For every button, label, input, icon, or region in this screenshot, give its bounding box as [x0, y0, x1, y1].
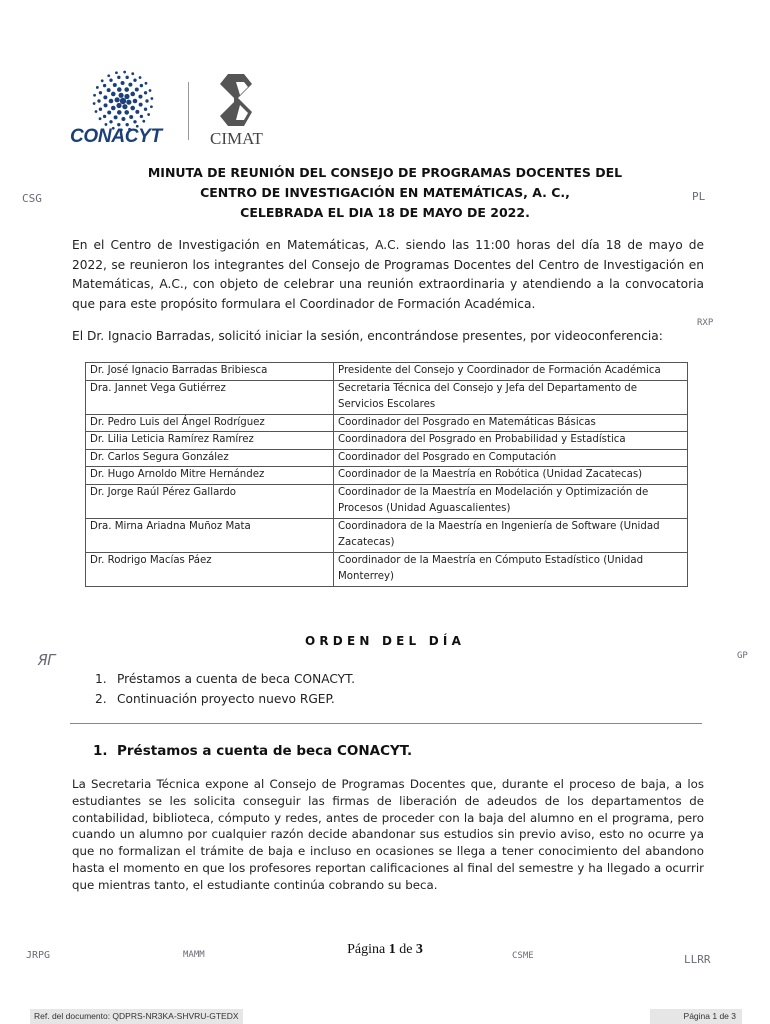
- logo-dot: [145, 82, 148, 85]
- logo-dot: [109, 99, 114, 104]
- logo-dot: [117, 87, 122, 92]
- agenda-item-text: Préstamos a cuenta de beca CONACYT.: [117, 672, 355, 686]
- agenda-item-number: 2.: [95, 692, 107, 706]
- page-prefix: Página: [347, 942, 386, 957]
- logo-dot: [139, 103, 143, 107]
- cimat-logo-icon: [214, 70, 262, 130]
- logo-dot: [116, 103, 121, 108]
- logo-dot: [95, 110, 98, 113]
- logo-dot: [121, 81, 125, 85]
- member-role: Coordinador de la Maestría en Cómputo Estadístico (Unidad Monterrey): [334, 552, 688, 586]
- member-role: Coordinador del Posgrado en Matemáticas Básicas: [334, 414, 688, 432]
- agenda-item: [95, 689, 355, 709]
- logo-dot: [125, 76, 128, 79]
- logo-dot: [130, 106, 135, 111]
- logo-dot: [145, 99, 148, 102]
- logo-dot: [104, 103, 108, 107]
- member-role: Presidente del Consejo y Coordinador de Formación Académica: [334, 363, 688, 381]
- member-role: Coordinador del Posgrado en Computación: [334, 449, 688, 467]
- logo-dot: [118, 93, 123, 98]
- logo-dot: [135, 110, 139, 114]
- member-name: Dra. Jannet Vega Gutiérrez: [86, 380, 334, 414]
- table-row: [86, 432, 688, 450]
- logo-dot: [150, 97, 153, 100]
- logo-dot: [140, 115, 143, 118]
- logo-dot: [122, 104, 127, 109]
- logo-dot: [99, 117, 102, 120]
- logo-dot: [120, 98, 126, 104]
- initials-left-orden: ЯГ: [38, 651, 57, 669]
- logo-dot: [97, 99, 100, 102]
- member-role: Coordinador de la Maestría en Robótica (Unidad Zacatecas): [334, 467, 688, 485]
- logo-group: [70, 70, 280, 150]
- initials-foot-1: JRPG: [26, 950, 51, 961]
- initials-foot-3: CSME: [512, 951, 534, 961]
- footer-page-indicator: Página 1 de 3: [650, 1009, 742, 1024]
- logo-dot: [147, 113, 150, 116]
- table-row: [86, 552, 688, 586]
- member-name: Dr. Hugo Arnoldo Mitre Hernández: [86, 467, 334, 485]
- logo-dot: [113, 83, 117, 87]
- page-current: 1: [388, 942, 396, 957]
- conacyt-logo-icon: [92, 70, 154, 132]
- logo-dot: [114, 115, 118, 119]
- agenda-item-text: Continuación proyecto nuevo RGEP.: [117, 692, 335, 706]
- logo-dot: [124, 87, 129, 92]
- table-row: [86, 449, 688, 467]
- logo-dot: [149, 89, 152, 92]
- logo-dot: [133, 79, 136, 82]
- logo-dot: [115, 71, 118, 74]
- member-name: Dr. Carlos Segura González: [86, 449, 334, 467]
- logo-dot: [103, 95, 107, 99]
- cimat-logo-text: CIMAT: [210, 129, 263, 148]
- logo-dot: [121, 117, 125, 121]
- member-name: Dr. Pedro Luis del Ángel Rodríguez: [86, 414, 334, 432]
- footer-bar: [0, 1009, 770, 1024]
- section-1-body: La Secretaria Técnica expone al Consejo de Programas Docentes que, durante el proceso de baja, a los estudiantes se les solicita conseguir las firmas de liberación de adeudos de los departamentos de contabilidad, biblioteca, cómputo y redes, antes de proceder con la baja del alumno en el programa, pero cuando un alumno por cualquier razón decide abandonar sus estudios sin previo aviso, esto no ocurre ya que no formalizan el trámite de baja e incluso en ocasiones se llega a tener conocimiento del abandono hasta el momento en que los profesores reportan calificaciones al final del semestre y ha llegado a ocurrir que mientras tanto, el estudiante continúa cobrando su beca.: [72, 777, 704, 892]
- logo-dot: [123, 71, 126, 74]
- logo-dot: [101, 79, 104, 82]
- table-row: [86, 363, 688, 381]
- logo-dot: [99, 108, 102, 111]
- logo-dot: [142, 120, 145, 123]
- logo-dot: [93, 102, 96, 105]
- logo-dot: [133, 99, 138, 104]
- logo-dot: [103, 84, 106, 87]
- session-paragraph: El Dr. Ignacio Barradas, solicitó iniciar la sesión, encontrándose presentes, por videoconferencia:: [72, 329, 663, 343]
- agenda-item-number: 1.: [95, 672, 107, 686]
- logo-dot: [139, 76, 142, 79]
- document-title: [100, 163, 670, 223]
- page-total: 3: [415, 942, 423, 957]
- logo-dot: [140, 84, 143, 87]
- logo-dot: [130, 92, 135, 97]
- member-role: Coordinadora del Posgrado en Probabilidad y Estadística: [334, 432, 688, 450]
- initials-foot-4: LLRR: [684, 953, 711, 966]
- logo-dot: [115, 97, 120, 102]
- initials-right-top: PL: [692, 190, 706, 203]
- logo-dot: [96, 86, 99, 89]
- member-name: Dr. José Ignacio Barradas Bribiesca: [86, 363, 334, 381]
- logo-dot: [107, 88, 111, 92]
- logo-divider: [188, 82, 189, 140]
- initials-left-top: CSG: [22, 192, 42, 205]
- member-role: Coordinadora de la Maestría en Ingeniería de Software (Unidad Zacatecas): [334, 518, 688, 552]
- logo-dot: [129, 115, 133, 119]
- member-name: Dra. Mirna Ariadna Muñoz Mata: [86, 518, 334, 552]
- member-name: Dr. Lilia Leticia Ramírez Ramírez: [86, 432, 334, 450]
- section-divider: [70, 723, 702, 724]
- document-reference: Ref. del documento: QDPRS-NR3KA-SHVRU-GTEDX: [30, 1009, 243, 1024]
- logo-dot: [111, 106, 116, 111]
- table-row: [86, 467, 688, 485]
- logo-dot: [150, 105, 153, 108]
- attendees-table: [85, 362, 688, 587]
- logo-dot: [135, 87, 139, 91]
- logo-dot: [111, 92, 116, 97]
- intro-paragraph: En el Centro de Investigación en Matemáticas, A.C. siendo las 11:00 horas del día 18 de mayo de 2022, se reunieron los integrantes del Consejo de Programas Docentes del Centro de Investigación en Matemáticas, A.C., con objeto de celebrar una reunión extraordinaria y atendiendo a la convocatoria que para este propósito formulara el Coordinador de Formación Académica.: [72, 238, 704, 311]
- logo-dot: [107, 111, 111, 115]
- title-line-1: MINUTA DE REUNIÓN DEL CONSEJO DE PROGRAMAS DOCENTES DEL: [147, 165, 623, 180]
- logo-dot: [99, 91, 102, 94]
- logo-dot: [103, 115, 106, 118]
- page-of: de: [399, 942, 413, 957]
- table-row: [86, 414, 688, 432]
- agenda-item: [95, 669, 355, 689]
- conacyt-logo-text: CONACYT: [70, 126, 162, 147]
- logo-dot: [107, 74, 110, 77]
- agenda-list: [95, 669, 355, 709]
- page-number: [0, 942, 770, 958]
- logo-dot: [126, 100, 131, 105]
- member-role: Secretaria Técnica del Consejo y Jefa del Departamento de Servicios Escolares: [334, 380, 688, 414]
- logo-dot: [128, 83, 132, 87]
- title-line-2: CENTRO DE INVESTIGACIÓN EN MATEMÁTICAS, A. C.,: [200, 185, 570, 200]
- initials-right-mid: RXP: [697, 318, 714, 328]
- logo-dot: [117, 110, 122, 115]
- initials-foot-2: MAMM: [183, 950, 205, 960]
- section-1-number: 1.: [93, 743, 108, 759]
- section-1-title: Préstamos a cuenta de beca CONACYT.: [117, 743, 413, 759]
- initials-right-orden: GP: [737, 651, 748, 661]
- logo-dot: [131, 72, 134, 75]
- agenda-heading: ORDEN DEL DÍA: [304, 634, 466, 648]
- logo-dot: [109, 79, 112, 82]
- table-row: [86, 518, 688, 552]
- logo-dot: [124, 110, 129, 115]
- member-name: Dr. Jorge Raúl Pérez Gallardo: [86, 484, 334, 518]
- logo-dot: [117, 76, 120, 79]
- section-1-heading: [93, 743, 412, 759]
- title-line-3: CELEBRADA EL DIA 18 DE MAYO DE 2022.: [240, 205, 530, 220]
- logo-dot: [144, 108, 147, 111]
- logo-dot: [133, 120, 136, 123]
- member-name: Dr. Rodrigo Macías Páez: [86, 552, 334, 586]
- logo-dot: [109, 120, 112, 123]
- table-row: [86, 484, 688, 518]
- table-row: [86, 380, 688, 414]
- member-role: Coordinador de la Maestría en Modelación y Optimización de Procesos (Unidad Aguascalientes): [334, 484, 688, 518]
- logo-dot: [144, 91, 147, 94]
- logo-dot: [138, 95, 142, 99]
- logo-dot: [93, 94, 96, 97]
- logo-dot: [124, 94, 129, 99]
